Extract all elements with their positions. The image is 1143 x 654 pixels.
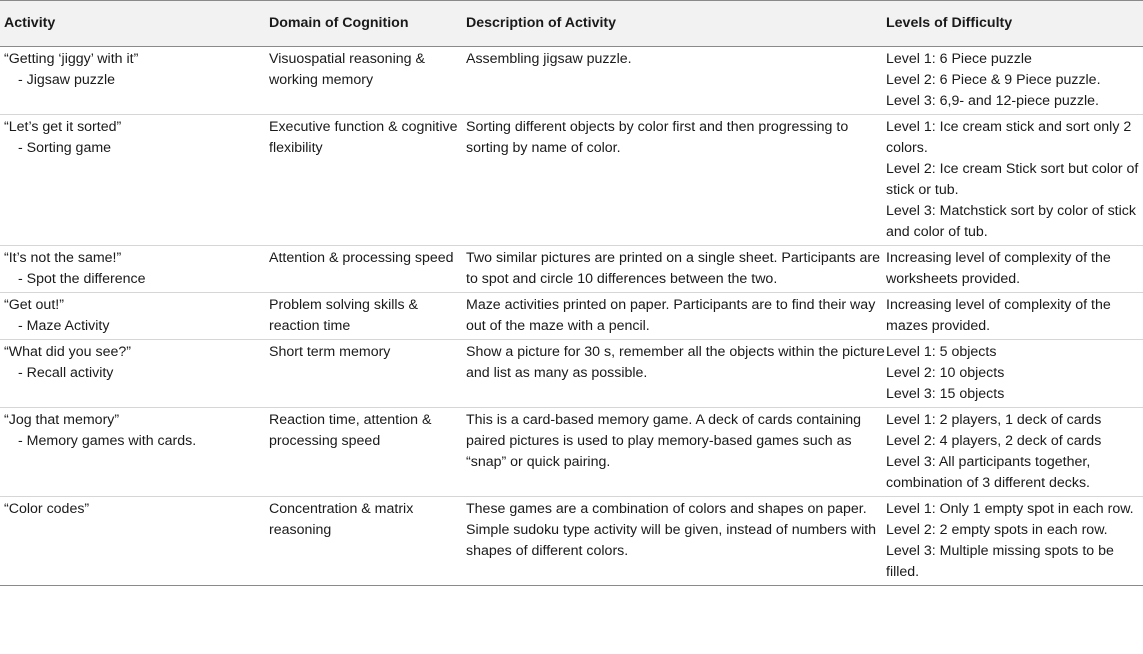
activity-subtitle: - Maze Activity	[18, 318, 110, 334]
level-item: Level 1: Only 1 empty spot in each row.	[886, 501, 1134, 517]
cell-description	[466, 47, 886, 115]
level-item: Level 1: 2 players, 1 deck of cards	[886, 412, 1102, 428]
header-levels: Levels of Difficulty	[886, 1, 1143, 47]
description-paragraph: Maze activities printed on paper. Participants are to find their way out of the maze with a pencil.	[466, 297, 876, 334]
description-paragraph: This is a card-based memory game. A deck of cards containing paired pictures is used to play memory-based games such as “snap” or quick pairing.	[466, 412, 862, 470]
level-item: Increasing level of complexity of the mazes provided.	[886, 297, 1111, 334]
level-item: Level 2: 4 players, 2 deck of cards	[886, 433, 1102, 449]
level-item: Level 2: 6 Piece & 9 Piece puzzle.	[886, 72, 1101, 88]
description-paragraph: Assembling jigsaw puzzle.	[466, 51, 632, 67]
level-item: Level 3: All participants together, combination of 3 different decks.	[886, 454, 1091, 491]
table-header	[0, 1, 1143, 47]
activity-title: “Getting ‘jiggy’ with it”	[4, 51, 139, 67]
header-row	[0, 1, 1143, 47]
cell-description	[466, 497, 886, 586]
cell-levels	[886, 497, 1143, 586]
activity-title: “Jog that memory”	[4, 412, 120, 428]
level-item: Level 3: 15 objects	[886, 386, 1005, 402]
level-item: Level 1: 5 objects	[886, 344, 997, 360]
cell-activity	[0, 115, 269, 246]
level-item: Level 3: Matchstick sort by color of stick and color of tub.	[886, 203, 1136, 240]
cell-activity	[0, 497, 269, 586]
cell-levels	[886, 115, 1143, 246]
activity-subtitle: - Spot the difference	[18, 271, 146, 287]
level-item: Level 3: Multiple missing spots to be filled.	[886, 543, 1114, 580]
cell-activity	[0, 293, 269, 340]
cell-domain: Problem solving skills & reaction time	[269, 293, 466, 340]
activity-title: “Get out!”	[4, 297, 64, 313]
level-item: Level 2: 2 empty spots in each row.	[886, 522, 1108, 538]
header-description: Description of Activity	[466, 1, 886, 47]
activity-title: “It’s not the same!”	[4, 250, 122, 266]
description-paragraph: Two similar pictures are printed on a single sheet. Participants are to spot and circle 10 differences between the two.	[466, 250, 880, 287]
cell-description	[466, 293, 886, 340]
description-paragraph: Show a picture for 30 s, remember all the objects within the picture and list as many as possible.	[466, 344, 885, 381]
cell-description	[466, 340, 886, 408]
cell-activity	[0, 246, 269, 293]
cell-activity	[0, 408, 269, 497]
cell-domain: Short term memory	[269, 340, 466, 408]
activity-title: “Color codes”	[4, 501, 90, 517]
cell-description	[466, 246, 886, 293]
cell-domain: Visuospatial reasoning & working memory	[269, 47, 466, 115]
cell-domain: Concentration & matrix reasoning	[269, 497, 466, 586]
cell-domain: Attention & processing speed	[269, 246, 466, 293]
cell-levels	[886, 47, 1143, 115]
activity-subtitle: - Recall activity	[18, 365, 114, 381]
cell-domain: Executive function & cognitive flexibility	[269, 115, 466, 246]
level-item: Level 3: 6,9- and 12-piece puzzle.	[886, 93, 1099, 109]
level-item: Level 2: 10 objects	[886, 365, 1005, 381]
activity-subtitle: - Memory games with cards.	[18, 433, 197, 449]
cell-activity	[0, 47, 269, 115]
cell-activity	[0, 340, 269, 408]
level-item: Level 1: 6 Piece puzzle	[886, 51, 1032, 67]
cell-description	[466, 115, 886, 246]
activity-title: “What did you see?”	[4, 344, 131, 360]
description-paragraph: These games are a combination of colors and shapes on paper.	[466, 501, 867, 517]
cell-domain: Reaction time, attention & processing speed	[269, 408, 466, 497]
level-item: Level 1: Ice cream stick and sort only 2 colors.	[886, 119, 1132, 156]
level-item: Level 2: Ice cream Stick sort but color of stick or tub.	[886, 161, 1139, 198]
cell-levels	[886, 408, 1143, 497]
activity-subtitle: - Sorting game	[18, 140, 112, 156]
table-row	[0, 340, 1143, 408]
description-paragraph: Sorting different objects by color first and then progressing to sorting by name of color.	[466, 119, 849, 156]
header-domain: Domain of Cognition	[269, 1, 466, 47]
table-row	[0, 408, 1143, 497]
table-row	[0, 293, 1143, 340]
activity-subtitle: - Jigsaw puzzle	[18, 72, 115, 88]
description-paragraph: Simple sudoku type activity will be given, instead of numbers with shapes of different colors.	[466, 522, 877, 559]
cell-levels	[886, 340, 1143, 408]
cell-levels	[886, 293, 1143, 340]
table-row	[0, 246, 1143, 293]
activity-title: “Let’s get it sorted”	[4, 119, 122, 135]
header-activity: Activity	[0, 1, 269, 47]
table-body	[0, 47, 1143, 586]
table-row	[0, 115, 1143, 246]
level-item: Increasing level of complexity of the worksheets provided.	[886, 250, 1111, 287]
cell-levels	[886, 246, 1143, 293]
table-row	[0, 497, 1143, 586]
cell-description	[466, 408, 886, 497]
table-row	[0, 47, 1143, 115]
